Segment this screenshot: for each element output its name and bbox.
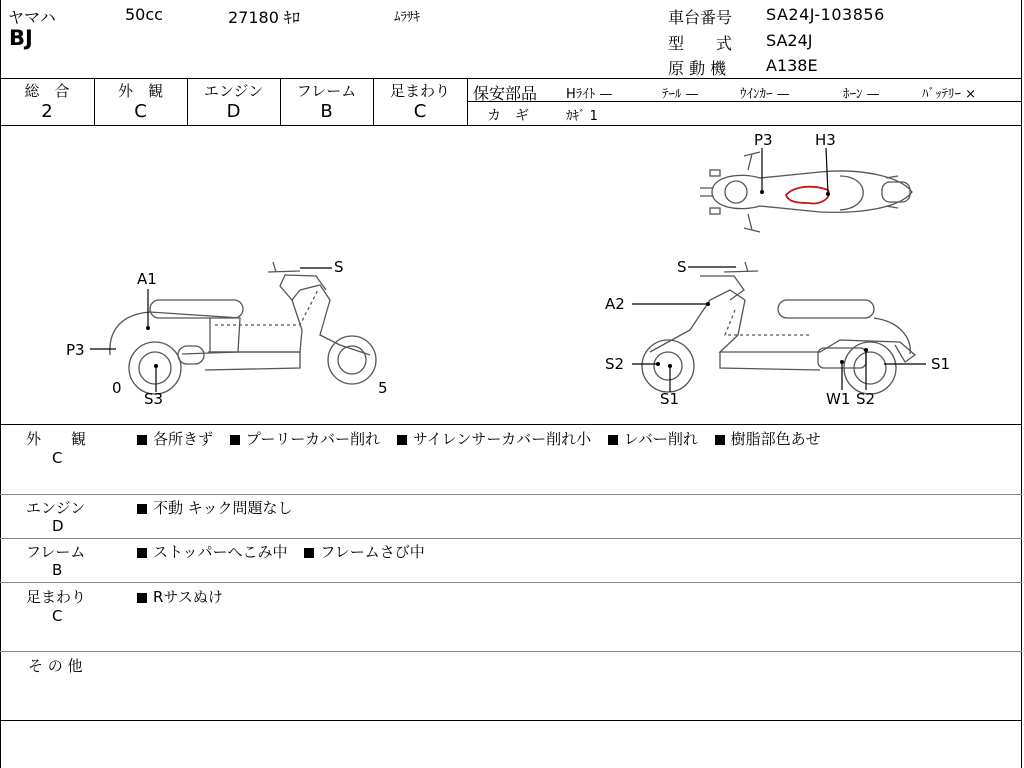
rating-exterior-label: 外 観 [117,82,163,100]
comment-suspension-items [137,586,235,607]
comment-item: ストッパーへこみ中 [153,543,288,561]
comment-other-label: そ の 他 [28,657,83,675]
divider [0,582,1022,583]
comment-item: レバー削れ [623,430,698,448]
rating-suspension-label: 足まわり [389,82,450,100]
comment-item: サイレンサーカバー削れ小 [412,430,592,448]
safety-headlight: Hﾗｲﾄ — [566,87,613,102]
frame-no-label: 車台番号 [668,8,733,27]
label-s3: S3 [144,390,164,408]
key-label: カ ギ [487,108,529,124]
label-s1-rear: S1 [931,355,951,373]
label-p3-left: P3 [66,341,85,359]
engine-label: 原 動 機 [668,59,727,78]
model-name: BJ [9,26,33,50]
rating-total-value: 2 [41,101,53,122]
divider [467,78,468,125]
safety-battery: ﾊﾞｯﾃﾘｰ × [922,87,977,102]
comment-frame-items [137,541,437,562]
comment-frame-label: フレーム [26,543,86,561]
safety-horn: ﾎｰﾝ — [843,87,880,102]
comment-engine-items [137,497,304,518]
comment-suspension-label: 足まわり [26,588,87,606]
divider [0,538,1022,539]
comment-item: プーリーカバー削れ [245,430,381,448]
divider [0,424,1022,425]
mileage: 27180 ｷﾛ [228,8,300,27]
label-a2: A2 [605,295,625,313]
label-a1: A1 [137,270,157,288]
damage-mark [786,187,829,204]
divider [0,720,1022,721]
label-s-right: S [677,258,687,276]
safety-winker: ｳｲﾝｶｰ — [740,87,790,102]
type-value: SA24J [766,31,813,50]
label-five: 5 [378,379,388,397]
label-s2-front: S2 [605,355,625,373]
safety-taillight: ﾃｰﾙ — [662,87,699,102]
type-label: 型 式 [668,34,733,53]
rating-engine-value: D [226,101,241,122]
comment-item: 不動 キック問題なし [153,499,293,517]
comment-item: 樹脂部色あせ [730,430,821,448]
scooter-top-view [700,152,912,232]
maker: ヤマハ [8,8,56,27]
safety-parts-label: 保安部品 [473,84,538,103]
divider [0,494,1022,495]
frame-no: SA24J-103856 [766,5,885,24]
comment-exterior-items [137,428,833,449]
label-s1-front: S1 [660,390,680,408]
frame-right-border [1021,0,1022,768]
label-zero: 0 [112,379,122,397]
comment-item: Rサスぬけ [153,588,223,606]
comment-exterior-label: 外 観 [26,430,87,448]
color: ﾑﾗｻｷ [394,10,420,25]
key-value: ｶｷﾞ 1 [566,109,598,124]
divider [0,78,1022,79]
label-h3: H3 [815,131,836,149]
comment-suspension-grade: C [52,607,63,625]
comment-engine-grade: D [52,517,64,535]
label-p3-top: P3 [754,131,773,149]
rating-engine-label: エンジン [203,82,264,100]
label-w1: W1 [826,390,851,408]
displacement: 50cc [125,5,163,24]
rating-frame-value: B [320,101,333,122]
engine-value: A138E [766,56,818,75]
rating-suspension-value: C [413,101,427,122]
comment-exterior-grade: C [52,449,63,467]
rating-total-label: 総 合 [24,82,70,100]
scooter-right-view [642,262,915,394]
divider [0,651,1022,652]
rating-exterior-value: C [134,101,147,122]
label-s2-rear: S2 [856,390,876,408]
label-s-left: S [334,258,344,276]
comment-engine-label: エンジン [26,499,86,517]
comment-item: フレームさび中 [320,543,425,561]
comment-item: 各所きず [153,430,214,448]
rating-frame-label: フレーム [296,82,357,100]
comment-frame-grade: B [52,561,63,579]
